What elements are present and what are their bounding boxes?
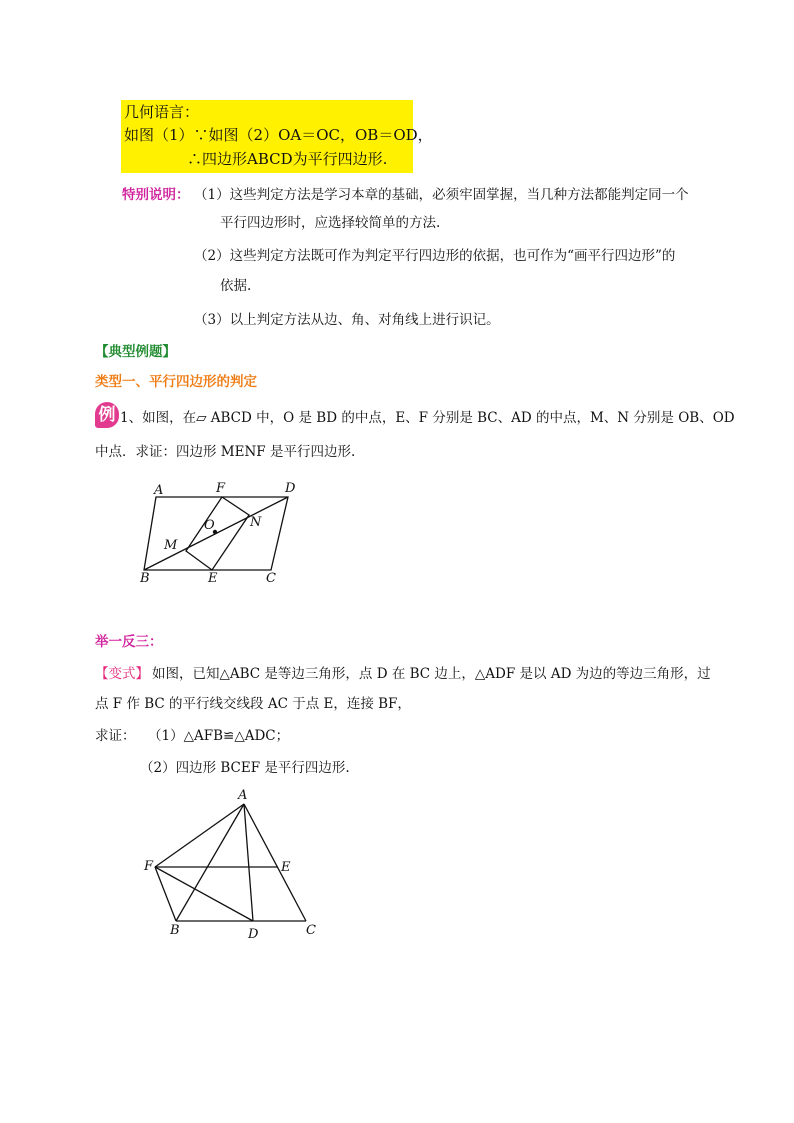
label-f: F (216, 481, 226, 496)
label-b2: B (170, 923, 180, 938)
example-badge: 例 (95, 402, 119, 428)
label-d2: D (248, 927, 259, 942)
segment-ab (176, 804, 244, 921)
quadrilateral-menf (186, 497, 249, 570)
label-m: M (164, 538, 178, 553)
label-o: O (204, 518, 215, 533)
type-heading: 类型一、平行四边形的判定 (95, 374, 257, 390)
triangle-figure (138, 784, 338, 944)
segment-ac (244, 804, 306, 921)
section-heading: 【典型例题】 (95, 344, 176, 360)
special-note-item-1b: 平行四边形时，应选择较简单的方法. (220, 215, 441, 231)
special-note-item-2a: （2）这些判定方法既可作为判定平行四边形的依据，也可作为“画平行四边形”的 (194, 248, 676, 264)
prove-item-1: （1）△AFB≌△ADC； (148, 728, 290, 744)
label-e: E (208, 571, 218, 586)
label-d: D (285, 481, 296, 496)
prove-item-2: （2）四边形 BCEF 是平行四边形. (140, 760, 350, 776)
label-a: A (154, 483, 164, 498)
practice-heading: 举一反三： (95, 634, 163, 650)
label-f2: F (144, 859, 154, 874)
segment-ad (244, 804, 253, 921)
label-e2: E (281, 860, 291, 875)
example-line-1: 1、如图，在▱ ABCD 中，O 是 BD 的中点，E、F 分别是 BC、AD 的中点，M、N 分别是 OB、OD (120, 410, 735, 426)
prove-label: 求证： (95, 728, 136, 744)
label-c: C (266, 571, 276, 586)
variant-line-1: 如图，已知△ABC 是等边三角形，点 D 在 BC 边上，△ADF 是以 AD 为边的等边三角形，过 (152, 666, 711, 682)
label-b: B (140, 571, 150, 586)
label-n: N (250, 515, 262, 530)
geometry-language-conclusion: ∴四边形ABCD为平行四边形. (187, 150, 388, 168)
label-a2: A (238, 788, 248, 803)
variant-tag: 【变式】 (95, 666, 149, 682)
example-line-2: 中点．求证：四边形 MENF 是平行四边形. (95, 444, 356, 460)
segment-af (155, 804, 244, 867)
special-note-item-2b: 依据. (220, 278, 252, 294)
label-c2: C (306, 923, 316, 938)
segment-fd (155, 867, 253, 921)
special-note-item-1a: （1）这些判定方法是学习本章的基础，必须牢固掌握，当几种方法都能判定同一个 (194, 187, 689, 203)
parallelogram-figure (130, 472, 330, 592)
special-note-item-3: （3）以上判定方法从边、角、对角线上进行识记。 (194, 312, 500, 328)
geometry-language-condition: 如图（1）∵如图（2）OA＝OC，OB＝OD， (124, 126, 433, 144)
special-note-label: 特别说明： (122, 187, 190, 203)
variant-line-2: 点 F 作 BC 的平行线交线段 AC 于点 E，连接 BF， (95, 696, 411, 712)
geometry-language-title: 几何语言： (124, 103, 200, 121)
segment-bf (155, 867, 176, 921)
